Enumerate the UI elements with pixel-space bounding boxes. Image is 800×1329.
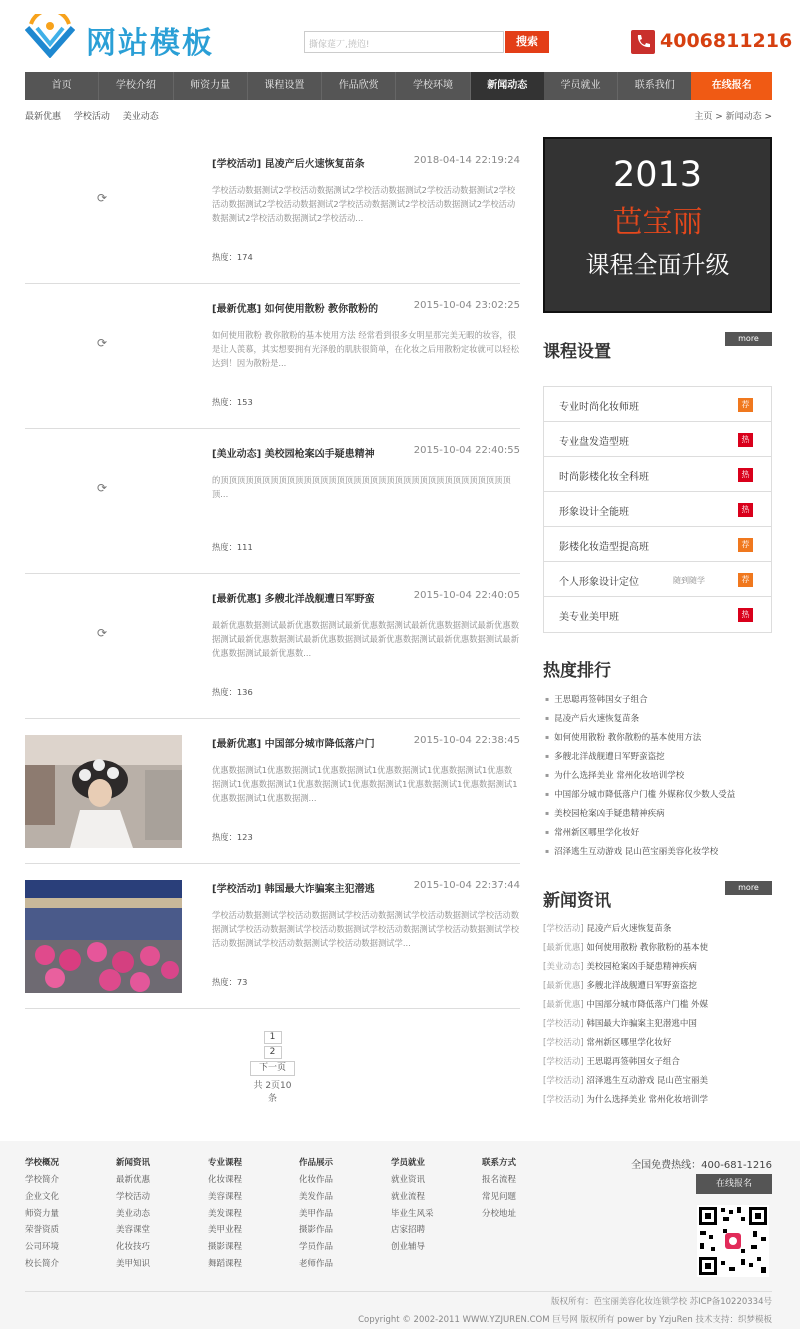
news-title: 常州新区哪里学化妆好 — [586, 1038, 672, 1048]
article-hits: 热度：73 — [212, 977, 248, 987]
page-info: 共 2页10条 — [253, 1081, 292, 1104]
article-hits: 热度：123 — [212, 832, 253, 842]
page-2-link[interactable]: 2 — [264, 1046, 282, 1059]
footer-heading: 学校概况 — [25, 1158, 60, 1168]
article-hits: 热度：136 — [212, 687, 253, 697]
article-thumbnail[interactable] — [25, 735, 182, 848]
article-date: 2015-10-04 22:40:55 — [413, 445, 520, 456]
nav-teachers[interactable]: 师资力量 — [174, 72, 248, 100]
nav-courses[interactable]: 课程设置 — [248, 72, 322, 100]
article-title[interactable]: [美业动态] 美校园枪案凶手疑患精神 — [212, 449, 375, 460]
article-date: 2015-10-04 22:38:45 — [413, 735, 520, 746]
breadcrumb[interactable]: 主页 > 新闻动态 > — [694, 112, 772, 122]
site-name: 网站模板 — [86, 26, 214, 61]
footer-heading: 作品展示 — [299, 1158, 334, 1168]
article-date: 2015-10-04 23:02:25 — [413, 300, 520, 311]
news-title: 中国部分城市降低落户门槛 外媒 — [586, 1000, 709, 1010]
hot-ranking-list — [545, 694, 772, 865]
article-title[interactable]: [最新优惠] 多艘北洋战舰遭日军野蛮 — [212, 594, 375, 605]
footer-apply-button[interactable]: 在线报名 — [696, 1174, 772, 1194]
news-more-button[interactable]: more — [725, 881, 772, 895]
footer-powered-by: Copyright © 2002-2011 WWW.YZJUREN.COM 巨号网 版权所有 power by YzjuRen 技术支持：织梦模板 — [358, 1315, 772, 1325]
article-item — [25, 719, 520, 864]
hot-item[interactable]: ▪ 沼泽逃生互动游戏 昆山芭宝丽美容化妆学校 — [545, 846, 772, 865]
banner-slogan: 课程全面升级 — [585, 251, 730, 279]
footer-link[interactable]: 美容课程 — [208, 1191, 243, 1202]
hot-item[interactable]: ▪ 常州新区哪里学化妆好 — [545, 827, 772, 846]
article-date: 2015-10-04 22:37:44 — [413, 880, 520, 891]
footer-heading: 学员就业 — [391, 1158, 426, 1168]
course-item[interactable] — [544, 422, 771, 457]
article-date: 2018-04-14 22:19:24 — [413, 155, 520, 166]
loading-icon: ⟳ — [97, 191, 108, 205]
site-footer — [0, 1141, 800, 1329]
course-item[interactable] — [544, 597, 771, 632]
footer-link[interactable]: 学校活动 — [116, 1191, 151, 1202]
course-item[interactable] — [544, 492, 771, 527]
article-date: 2015-10-04 22:40:05 — [413, 590, 520, 601]
footer-link[interactable]: 学校简介 — [25, 1175, 60, 1185]
footer-link[interactable]: 就业流程 — [391, 1191, 426, 1202]
footer-link[interactable]: 公司环境 — [25, 1242, 60, 1253]
footer-col-employment — [391, 1156, 434, 1257]
news-category: [最新优惠] — [543, 981, 584, 991]
nav-about[interactable]: 学校介绍 — [99, 72, 173, 100]
course-name: 专业时尚化妆师班 — [559, 402, 639, 413]
hot-ranking-heading: 热度排行 — [543, 661, 611, 681]
news-category: [最新优惠] — [543, 1000, 584, 1010]
article-item — [25, 284, 520, 429]
news-item[interactable] — [543, 1075, 772, 1094]
footer-link[interactable]: 企业文化 — [25, 1191, 60, 1202]
news-item[interactable] — [543, 923, 772, 942]
footer-heading: 新闻资讯 — [116, 1158, 151, 1168]
course-name: 个人形象设计定位 — [559, 577, 639, 588]
footer-link[interactable]: 校长简介 — [25, 1258, 60, 1269]
news-item[interactable] — [543, 942, 772, 961]
article-item — [25, 429, 520, 574]
article-item — [25, 139, 520, 284]
news-title: 为什么选择美业 常州化妆培训学 — [586, 1095, 709, 1105]
footer-link[interactable]: 美容课堂 — [116, 1225, 151, 1236]
news-item[interactable] — [543, 1094, 772, 1113]
nav-employment[interactable]: 学员就业 — [544, 72, 618, 100]
article-excerpt: 的顶顶顶顶顶顶顶顶顶顶顶顶顶顶顶顶顶顶顶顶顶顶顶顶顶顶顶顶顶顶顶顶顶顶顶顶... — [212, 475, 511, 499]
footer-col-contact — [482, 1156, 516, 1223]
loading-icon: ⟳ — [97, 336, 108, 350]
site-logo[interactable] — [25, 14, 75, 58]
article-excerpt: 学校活动数据测试学校活动数据测试学校活动数据测试学校活动数据测试学校活动数据测试学校活动数据测试学校活动数据测试学校活动数据测试学校活动数据测试学校活动数据测试学校活动数据测试学校活动数据测试学... — [212, 910, 519, 948]
hot-item[interactable]: ▪ 如何使用散粉 教你散粉的基本使用方法 — [545, 732, 772, 751]
recommend-badge: 荐 — [738, 398, 753, 412]
news-list — [543, 923, 772, 1113]
footer-link[interactable]: 美发课程 — [208, 1208, 243, 1219]
article-item — [25, 574, 520, 719]
hot-badge: 热 — [738, 433, 753, 447]
course-list — [543, 386, 772, 633]
article-thumbnail[interactable] — [25, 880, 182, 993]
footer-link[interactable]: 分校地址 — [482, 1208, 517, 1219]
qr-code-icon — [697, 1205, 769, 1277]
article-title[interactable]: [学校活动] 昆凌产后火速恢复苗条 — [212, 159, 365, 170]
news-category: [最新优惠] — [543, 943, 584, 953]
news-category: [学校活动] — [543, 1076, 584, 1086]
hot-item[interactable]: ▪ 美校园枪案凶手疑患精神疾病 — [545, 808, 772, 827]
hot-badge: 热 — [738, 608, 753, 622]
footer-link[interactable]: 店家招聘 — [391, 1225, 426, 1236]
news-title: 昆凌产后火速恢复苗条 — [586, 924, 672, 934]
course-name: 时尚影楼化妆全科班 — [559, 472, 649, 483]
course-name: 专业盘发造型班 — [559, 437, 629, 448]
news-category: [学校活动] — [543, 1095, 584, 1105]
subnav-activities[interactable]: 学校活动 — [73, 112, 110, 122]
article-title[interactable]: [最新优惠] 中国部分城市降低落户门 — [212, 739, 375, 750]
hot-item[interactable]: ▪ 中国部分城市降低落户门槛 外媒称仅少数人受益 — [545, 789, 772, 808]
loading-icon: ⟳ — [97, 626, 108, 640]
news-item[interactable] — [543, 980, 772, 999]
nav-apply-online[interactable]: 在线报名 — [691, 72, 772, 100]
news-category: [学校活动] — [543, 1057, 584, 1067]
news-category: [学校活动] — [543, 1038, 584, 1048]
footer-link[interactable]: 师资力量 — [25, 1208, 60, 1219]
pagination — [250, 1031, 295, 1104]
footer-heading: 联系方式 — [482, 1158, 517, 1168]
nav-contact[interactable]: 联系我们 — [634, 80, 675, 91]
article-hits: 热度：174 — [212, 252, 253, 262]
footer-link[interactable]: 美甲作品 — [299, 1208, 334, 1219]
news-category: [学校活动] — [543, 924, 584, 934]
news-title: 如何使用散粉 教你散粉的基本使 — [586, 943, 709, 953]
article-hits: 热度：111 — [212, 542, 253, 552]
article-excerpt: 优惠数据测试1优惠数据测试1优惠数据测试1优惠数据测试1优惠数据测试1优惠数据测试1优惠数据测试1优惠数据测试1优惠数据测试1优惠数据测试1优惠数据测试1优惠数据测试1优惠数据测... — [212, 765, 518, 803]
hotline-number: 4006811216 — [660, 30, 793, 52]
news-category: [学校活动] — [543, 1019, 584, 1029]
footer-link[interactable]: 荣誉资质 — [25, 1225, 60, 1236]
course-item[interactable] — [544, 527, 771, 562]
footer-copyright: 版权所有：芭宝丽美容化妆连锁学校 苏ICP备10220334号 — [550, 1297, 772, 1307]
nav-environment[interactable]: 学校环境 — [396, 72, 470, 100]
news-title: 沼泽逃生互动游戏 昆山芭宝丽美 — [586, 1076, 709, 1086]
hot-badge: 热 — [738, 468, 753, 482]
footer-link[interactable]: 毕业生风采 — [391, 1208, 434, 1219]
footer-col-about — [25, 1156, 59, 1274]
hot-item[interactable]: ▪ 多艘北洋战舰遭日军野蛮盗挖 — [545, 751, 772, 770]
course-item[interactable] — [544, 387, 771, 422]
course-name: 形象设计全能班 — [559, 507, 629, 518]
news-title: 王思聪再签韩国女子组合 — [586, 1057, 680, 1067]
main-nav — [25, 72, 772, 100]
news-item[interactable] — [543, 999, 772, 1018]
course-name: 美专业美甲班 — [559, 612, 619, 623]
news-title: 韩国最大诈骗案主犯潜逃中国 — [586, 1019, 697, 1029]
footer-col-works — [299, 1156, 333, 1274]
hot-item[interactable]: ▪ 昆凌产后火速恢复苗条 — [545, 713, 772, 732]
next-page-button[interactable]: 下一页 — [250, 1061, 295, 1076]
article-excerpt: 如何使用散粉 教你散粉的基本使用方法 经常看到很多女明星那完美无暇的妆容，很是让人羡慕，其实想要拥有光泽般的肌肤很简单，在化妆之后用散粉定妆就可以轻松达到！因为散粉是... — [212, 330, 519, 368]
hot-badge: 热 — [738, 503, 753, 517]
news-item[interactable] — [543, 1037, 772, 1056]
course-note: 随到随学 — [673, 576, 705, 585]
footer-link[interactable]: 化妆技巧 — [116, 1242, 151, 1253]
nav-news[interactable]: 新闻动态 — [471, 72, 544, 100]
footer-link[interactable]: 化妆课程 — [208, 1175, 243, 1185]
footer-link[interactable]: 摄影作品 — [299, 1225, 334, 1236]
footer-link[interactable]: 创业辅导 — [391, 1242, 426, 1253]
hot-item[interactable]: ▪ 为什么选择美业 常州化妆培训学校 — [545, 770, 772, 789]
news-heading: 新闻资讯 — [543, 891, 611, 911]
footer-link[interactable]: 舞蹈课程 — [208, 1258, 243, 1269]
footer-link[interactable]: 美发作品 — [299, 1191, 334, 1202]
footer-link[interactable]: 美甲业程 — [208, 1225, 243, 1236]
article-excerpt: 学校活动数据测试2学校活动数据测试2学校活动数据测试2学校活动数据测试2学校活动数据测试2学校活动数据测试2学校活动数据测试2学校活动数据测试2学校活动数据测试2学校活动数据测试2学校活动... — [212, 185, 516, 223]
article-hits: 热度：153 — [212, 397, 253, 407]
banner-year: 2013 — [612, 155, 703, 195]
courses-more-button[interactable]: more — [725, 332, 772, 346]
article-excerpt: 最新优惠数据测试最新优惠数据测试最新优惠数据测试最新优惠数据测试最新优惠数据测试最新优惠数据测试最新优惠数据测试最新优惠数据测试最新优惠数据测试最新优惠数据测试最新优惠数... — [212, 620, 519, 658]
news-item[interactable] — [543, 1018, 772, 1037]
courses-heading: 课程设置 — [543, 342, 611, 362]
article-item — [25, 864, 520, 1009]
news-item[interactable] — [543, 1056, 772, 1075]
footer-hotline: 全国免费热线：400-681-1216 — [631, 1160, 772, 1171]
footer-col-courses — [208, 1156, 242, 1274]
footer-link[interactable]: 美甲知识 — [116, 1258, 151, 1269]
news-category: [美业动态] — [543, 962, 584, 972]
footer-link[interactable]: 常见问题 — [482, 1191, 517, 1202]
loading-icon: ⟳ — [97, 481, 108, 495]
nav-home[interactable]: 首页 — [25, 72, 99, 100]
nav-works[interactable]: 作品欣赏 — [322, 72, 396, 100]
article-title[interactable]: [学校活动] 韩国最大诈骗案主犯潜逃 — [212, 884, 375, 895]
search-input[interactable]: 撕傢莚丆,撓尦! — [304, 31, 504, 53]
phone-icon — [631, 30, 655, 54]
sub-nav — [25, 109, 169, 122]
footer-col-news — [116, 1156, 150, 1274]
news-item[interactable] — [543, 961, 772, 980]
footer-heading: 专业课程 — [208, 1158, 243, 1168]
promo-banner[interactable] — [543, 137, 772, 313]
course-name: 影楼化妆造型提高班 — [559, 542, 649, 553]
footer-link[interactable]: 化妆作品 — [299, 1175, 334, 1185]
hot-item[interactable]: ▪ 王思聪再签韩国女子组合 — [545, 694, 772, 713]
footer-link[interactable]: 摄影课程 — [208, 1242, 243, 1253]
subnav-industry[interactable]: 美业动态 — [122, 112, 159, 122]
recommend-badge: 荐 — [738, 573, 753, 587]
banner-brand: 芭宝丽 — [612, 205, 703, 240]
footer-link[interactable]: 报名流程 — [482, 1175, 517, 1185]
subnav-discounts[interactable]: 最新优惠 — [25, 112, 62, 122]
footer-link[interactable]: 最新优惠 — [116, 1175, 151, 1185]
news-title: 多艘北洋战舰遭日军野蛮盗挖 — [586, 981, 697, 991]
recommend-badge: 荐 — [738, 538, 753, 552]
article-title[interactable]: [最新优惠] 如何使用散粉 教你散粉的 — [212, 304, 379, 315]
page-1-link[interactable]: 1 — [264, 1031, 282, 1044]
footer-link[interactable]: 学员作品 — [299, 1242, 334, 1253]
footer-link[interactable]: 就业资讯 — [391, 1175, 426, 1185]
search-button[interactable]: 搜索 — [505, 31, 549, 53]
footer-link[interactable]: 美业动态 — [116, 1208, 151, 1219]
news-title: 美校园枪案凶手疑患精神疾病 — [586, 962, 697, 972]
course-item[interactable] — [544, 562, 771, 597]
footer-divider — [25, 1291, 772, 1292]
course-item[interactable] — [544, 457, 771, 492]
footer-link[interactable]: 老师作品 — [299, 1258, 334, 1269]
